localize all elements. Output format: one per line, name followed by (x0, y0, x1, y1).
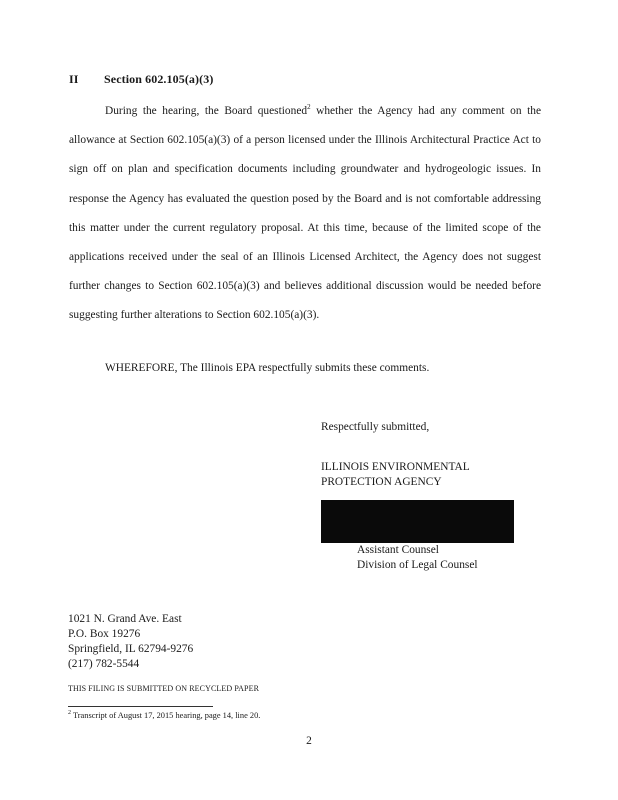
address-street: 1021 N. Grand Ave. East (68, 613, 182, 625)
footnote-marker: 2 (68, 710, 71, 717)
redacted-signature-block (321, 500, 514, 543)
recycled-paper-notice: THIS FILING IS SUBMITTED ON RECYCLED PAPER (68, 684, 260, 693)
paragraph-text-rest: whether the Agency had any comment on the allowance at Section 602.105(a)(3) of a person licensed under the Illinois Architectural Practice Act to sign off on plan and specification documents including groundwater and hydrogeologic issues. In response the Agency has evaluated the question posed by the Board and is not comfortable addressing this matter under the current regulatory proposal. At this time, because of the limited scope of the applications received under the seal of an Illinois Licensed Architect, the Agency does not suggest further changes to Section 602.105(a)(3) and believes additional discussion would be needed before suggesting further alterations to Section 602.105(a)(3). (69, 105, 542, 322)
paragraph-text-start: During the hearing, the Board questioned (105, 105, 308, 117)
agency-address (68, 612, 193, 672)
address-city: Springfield, IL 62794-9276 (68, 643, 194, 655)
body-paragraph (69, 97, 541, 331)
closing-line: Respectfully submitted, (321, 421, 430, 433)
footnote-reference: 2 (307, 103, 311, 112)
address-phone: (217) 782-5544 (68, 658, 140, 670)
signatory-title (357, 543, 478, 573)
agency-name (321, 460, 470, 490)
footnote (68, 711, 260, 720)
address-po-box: P.O. Box 19276 (68, 628, 141, 640)
agency-name-line1: ILLINOIS ENVIRONMENTAL (321, 461, 470, 473)
signatory-title-line1: Assistant Counsel (357, 544, 439, 556)
section-heading (69, 72, 213, 87)
section-number: II (69, 72, 79, 86)
section-title: Section 602.105(a)(3) (104, 72, 214, 86)
agency-name-line2: PROTECTION AGENCY (321, 476, 442, 488)
footnote-text: Transcript of August 17, 2015 hearing, page 14, line 20. (71, 711, 261, 720)
footnote-divider (68, 706, 213, 707)
page-number: 2 (306, 735, 312, 747)
signatory-title-line2: Division of Legal Counsel (357, 559, 478, 571)
wherefore-clause: WHEREFORE, The Illinois EPA respectfully submits these comments. (105, 362, 430, 374)
